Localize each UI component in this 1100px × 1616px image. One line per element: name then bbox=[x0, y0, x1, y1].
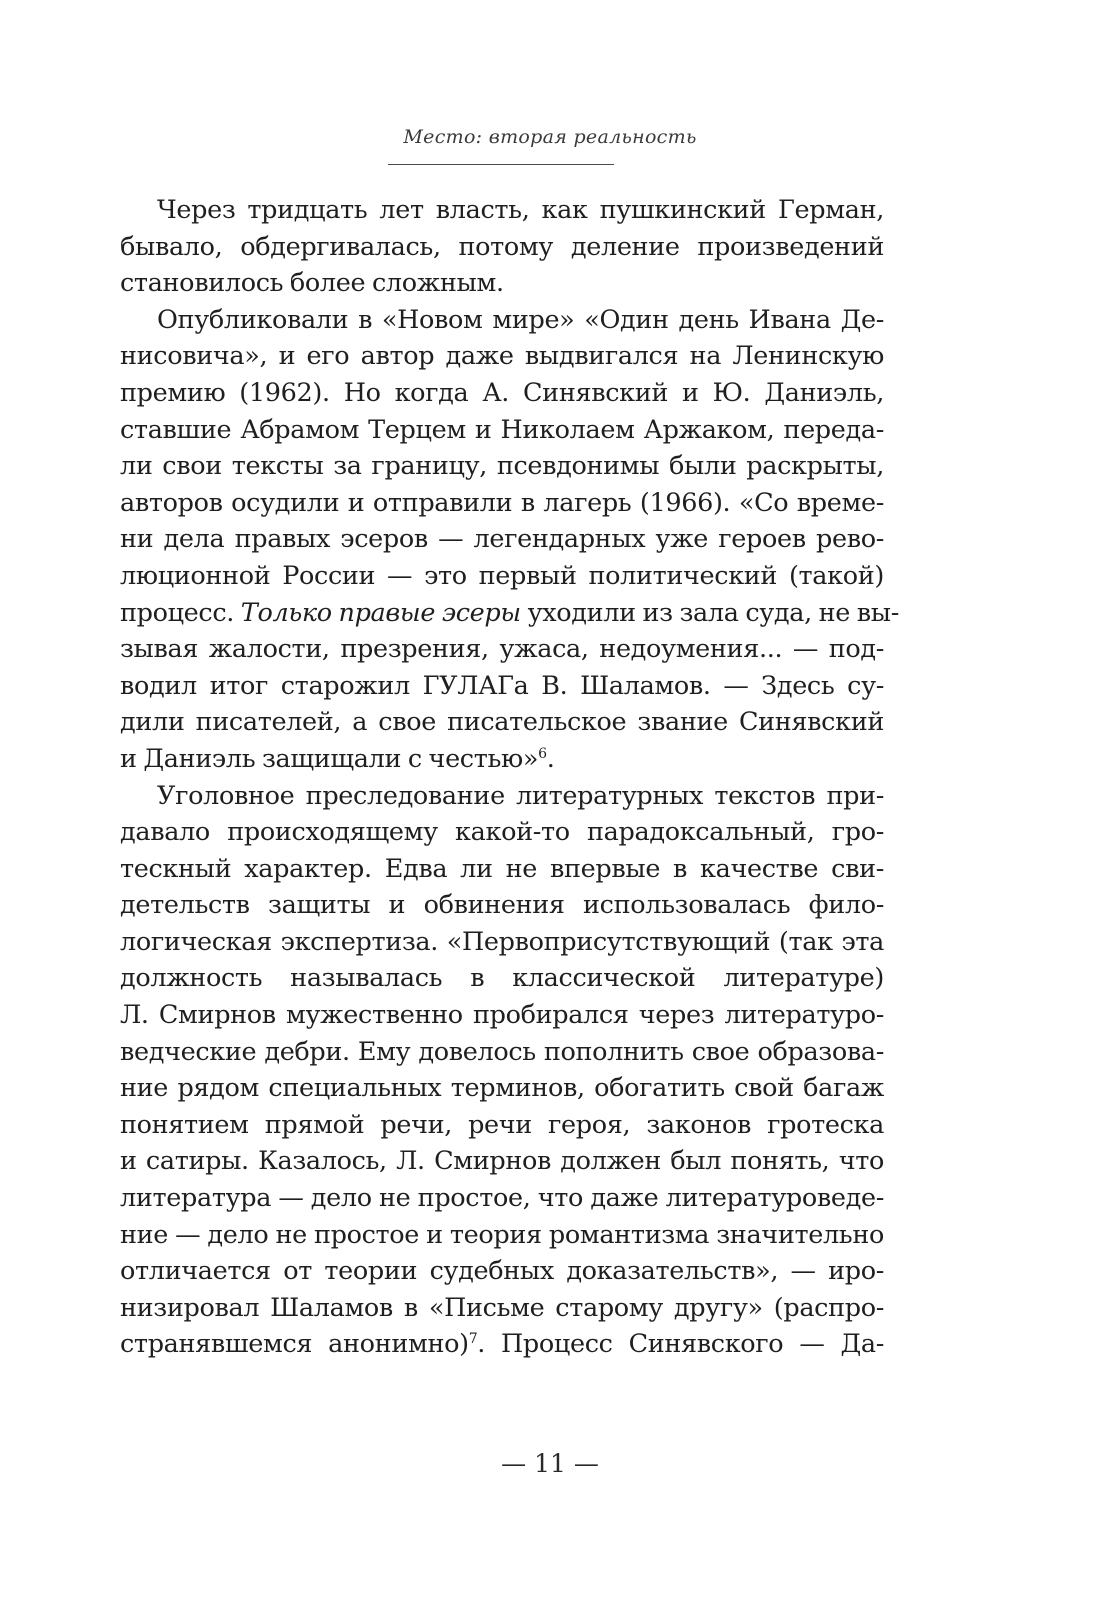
text-line: дили писателей, а свое писательское звание Синявский bbox=[120, 707, 884, 738]
text-line: низировал Шаламов в «Письме старому другу» (распро- bbox=[120, 1292, 884, 1323]
italic-phrase: Только правые эсеры bbox=[240, 597, 521, 628]
text-line: понятием прямой речи, речи героя, законов гротеска bbox=[120, 1109, 884, 1140]
text-line: ние рядом специальных терминов, обогатить свой багаж bbox=[120, 1073, 884, 1104]
text-line: люционной России — это первый политический (такой) bbox=[120, 560, 884, 591]
text-line: нисовича», и его автор даже выдвигался на Ленинскую bbox=[120, 341, 884, 372]
body-text bbox=[120, 192, 900, 1363]
text-line: отличается от теории судебных доказательств», — иро- bbox=[120, 1256, 884, 1287]
text-line-with-italic bbox=[120, 595, 900, 632]
text-run: и Даниэль защищали с честью» bbox=[120, 743, 539, 774]
running-head: Место: вторая реальность bbox=[403, 126, 697, 148]
text-line: водил итог старожил ГУЛАГа В. Шаламов. — Здесь су- bbox=[120, 670, 884, 701]
text-line: премию (1962). Но когда А. Синявский и Ю. Даниэль, bbox=[120, 377, 884, 408]
text-line: и сатиры. Казалось, Л. Смирнов должен был понять, что bbox=[120, 1146, 884, 1177]
text-line: зывая жалости, презрения, ужаса, недоумения... — под- bbox=[120, 634, 884, 665]
text-line: детельств защиты и обвинения использовалась фило- bbox=[120, 890, 884, 921]
text-line-with-footnote bbox=[120, 1326, 884, 1363]
text-line: ни дела правых эсеров — легендарных уже героев рево- bbox=[120, 524, 884, 555]
text-line: авторов осудили и отправили в лагерь (1966). «Со време- bbox=[120, 487, 884, 518]
text-run: . bbox=[546, 743, 555, 774]
text-run: . Процесс Синявского — Да- bbox=[477, 1329, 884, 1360]
text-line: давало происходящему какой-то парадоксальный, гро- bbox=[120, 817, 884, 848]
text-line: ли свои тексты за границу, псевдонимы были раскрыты, bbox=[120, 451, 884, 482]
text-line-with-footnote bbox=[120, 741, 884, 778]
text-line: Л. Смирнов мужественно пробирался через литературо- bbox=[120, 1000, 884, 1031]
text-line: литература — дело не простое, что даже литературоведе- bbox=[120, 1183, 884, 1214]
text-run: уходили из зала суда, не вы- bbox=[520, 597, 900, 628]
running-head-rule bbox=[388, 164, 614, 165]
text-run: странявшемся анонимно) bbox=[120, 1329, 469, 1360]
text-line: становилось более сложным. bbox=[120, 268, 504, 299]
text-line: бывало, обдергивалась, потому деление произведений bbox=[120, 231, 884, 262]
text-line: ние — дело не простое и теория романтизма значительно bbox=[120, 1219, 884, 1250]
text-line: ведческие дебри. Ему довелось пополнить свое образова- bbox=[120, 1036, 884, 1067]
page-number: — 11 — bbox=[501, 1449, 599, 1478]
text-line: Уголовное преследование литературных текстов при- bbox=[157, 780, 884, 811]
text-run: процесс. bbox=[120, 597, 241, 628]
text-line: Опубликовали в «Новом мире» «Один день Ивана Де- bbox=[157, 304, 884, 335]
text-line: Через тридцать лет власть, как пушкинский Герман, bbox=[157, 195, 884, 225]
footnote-marker: 7 bbox=[468, 1331, 478, 1348]
text-line: ставшие Абрамом Терцем и Николаем Аржаком, переда- bbox=[120, 414, 884, 445]
text-line: логическая экспертиза. «Первоприсутствующий (так эта bbox=[120, 926, 884, 957]
text-line: должность называлась в классической литературе) bbox=[120, 963, 884, 994]
footnote-marker: 6 bbox=[538, 745, 547, 762]
text-line: тескный характер. Едва ли не впервые в качестве сви- bbox=[120, 853, 884, 884]
